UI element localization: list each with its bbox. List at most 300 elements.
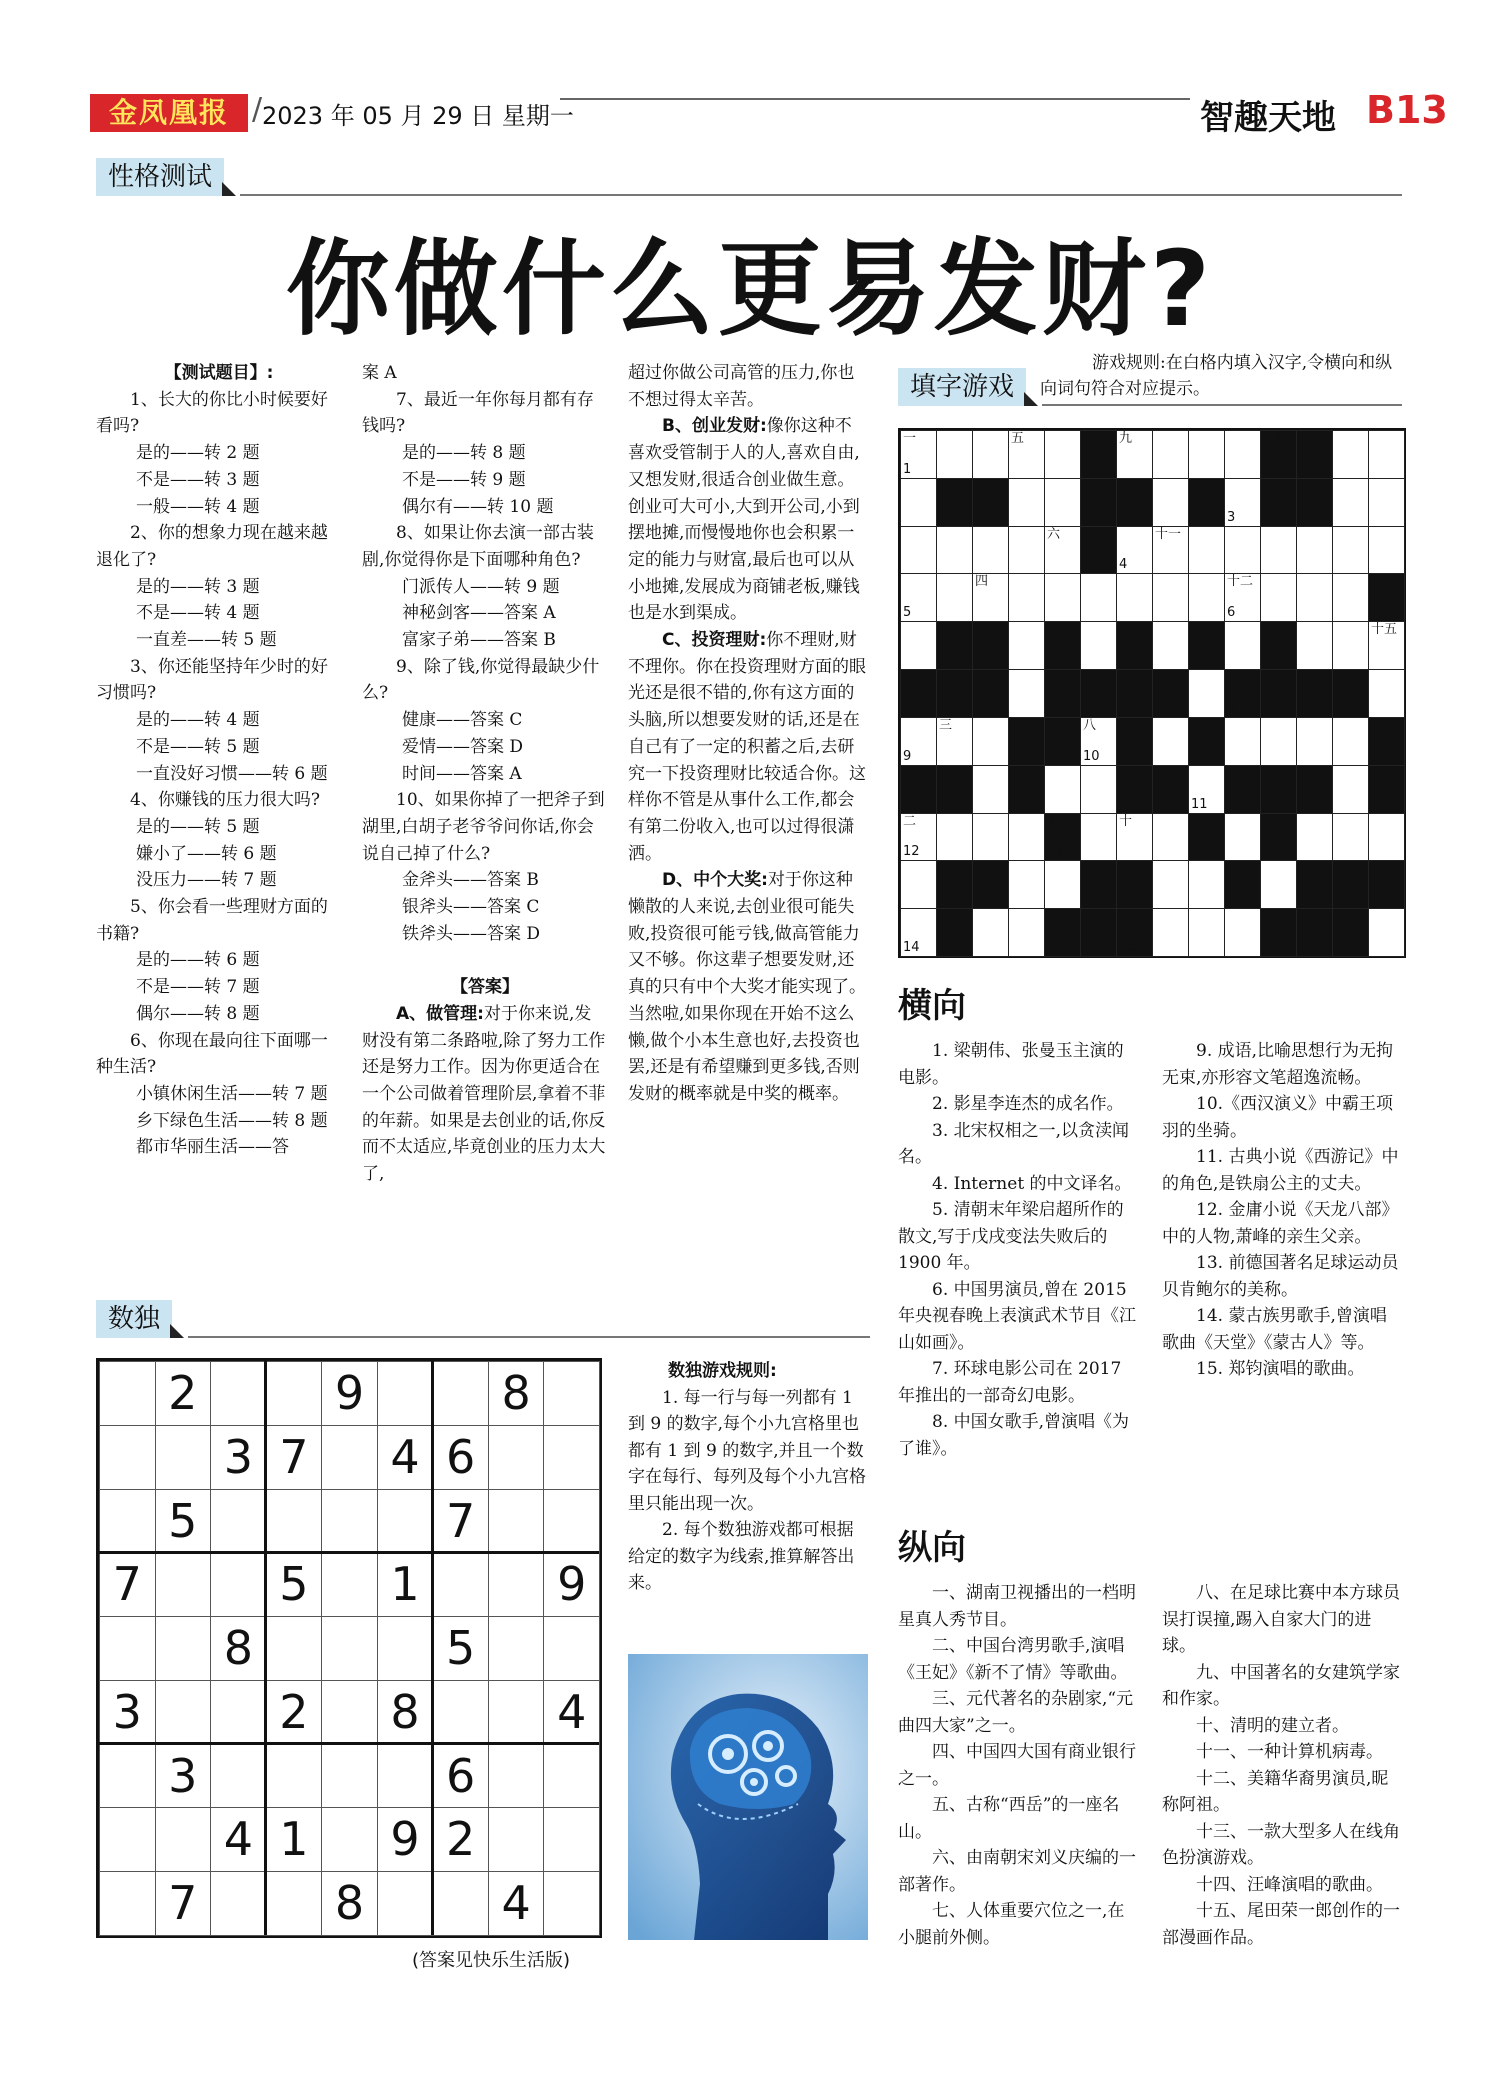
sudoku-cell[interactable]: [321, 1616, 378, 1681]
crossword-black-cell: [1296, 908, 1333, 957]
crossword-white-cell[interactable]: [1224, 621, 1261, 670]
crossword-white-cell[interactable]: [1188, 860, 1225, 909]
crossword-black-cell: [936, 860, 973, 909]
crossword-down-number: 十二: [1227, 574, 1254, 590]
crossword-white-cell[interactable]: [900, 526, 937, 575]
crossword-white-cell[interactable]: [972, 717, 1009, 766]
answers-column-3: [628, 360, 868, 1108]
crossword-white-cell[interactable]: [1008, 573, 1045, 622]
sudoku-cell[interactable]: [155, 1425, 212, 1490]
clue-item: 12. 金庸小说《天龙八部》中的人物,萧峰的亲生父亲。: [1162, 1200, 1399, 1247]
crossword-white-cell[interactable]: [1044, 765, 1081, 814]
crossword-white-cell[interactable]: [972, 573, 1009, 622]
text-line: [628, 413, 868, 627]
clue-item: 十四、汪峰演唱的歌曲。: [1196, 1874, 1383, 1895]
crossword-white-cell[interactable]: [1152, 478, 1189, 527]
sudoku-cell[interactable]: [155, 1807, 212, 1872]
crossword-black-cell: [1080, 526, 1117, 575]
crossword-white-cell[interactable]: [1188, 573, 1225, 622]
crossword-white-cell[interactable]: [1152, 908, 1189, 957]
section-tag-personality: 性格测试: [96, 158, 224, 196]
sudoku-cell[interactable]: [321, 1425, 378, 1490]
sudoku-cell: 1: [377, 1552, 434, 1617]
text-line: 9、除了钱,你觉得最缺少什么?: [362, 656, 600, 704]
sudoku-cell[interactable]: [155, 1680, 212, 1745]
text-line: 健康——答案 C: [402, 710, 523, 731]
sudoku-cell[interactable]: [266, 1361, 323, 1426]
crossword-black-cell: [1116, 621, 1153, 670]
crossword-white-cell[interactable]: [900, 813, 937, 862]
crossword-white-cell[interactable]: [900, 908, 937, 957]
crossword-white-cell[interactable]: [936, 717, 973, 766]
crossword-black-cell: [1368, 860, 1405, 909]
section-tag-crossword: 填字游戏: [898, 368, 1026, 406]
crossword-white-cell[interactable]: [900, 573, 937, 622]
crossword-black-cell: [1080, 430, 1117, 479]
sudoku-cell: 4: [210, 1807, 267, 1872]
text-line: 金斧头——答案 B: [402, 870, 539, 891]
sudoku-cell[interactable]: [210, 1361, 267, 1426]
sudoku-cell[interactable]: [488, 1807, 545, 1872]
crossword-white-cell[interactable]: [1116, 526, 1153, 575]
crossword-white-cell[interactable]: [1152, 430, 1189, 479]
crossword-white-cell[interactable]: [1008, 526, 1045, 575]
text-line: 是的——转 2 题: [136, 443, 260, 464]
sudoku-cell: 3: [210, 1425, 267, 1490]
crossword-across-number: 10: [1083, 748, 1100, 764]
sudoku-cell[interactable]: [99, 1871, 156, 1936]
crossword-black-cell: [1260, 430, 1297, 479]
crossword-white-cell[interactable]: [1224, 430, 1261, 479]
crossword-white-cell[interactable]: [1008, 908, 1045, 957]
sudoku-cell[interactable]: [432, 1361, 489, 1426]
crossword-white-cell[interactable]: [1152, 717, 1189, 766]
sudoku-cell: 7: [266, 1425, 323, 1490]
clue-item: 15. 郑钧演唱的歌曲。: [1196, 1359, 1365, 1379]
text-line: [628, 867, 868, 1107]
crossword-white-cell[interactable]: [1332, 717, 1369, 766]
crossword-black-cell: [1044, 717, 1081, 766]
crossword-black-cell: [1188, 717, 1225, 766]
crossword-white-cell[interactable]: [1260, 860, 1297, 909]
crossword-black-cell: [1152, 669, 1189, 718]
crossword-black-cell: [1044, 669, 1081, 718]
sudoku-cell[interactable]: [210, 1552, 267, 1617]
text-line: 一直差——转 5 题: [136, 630, 277, 651]
sudoku-cell: 3: [155, 1744, 212, 1809]
text-line: 没压力——转 7 题: [136, 870, 277, 891]
sudoku-cell: 5: [155, 1489, 212, 1554]
crossword-rules: 游戏规则:在白格内填入汉字,令横向和纵向词句符合对应提示。: [1040, 353, 1393, 399]
clue-item: 9. 成语,比喻思想行为无拘无束,亦形容文笔超逸流畅。: [1162, 1041, 1394, 1088]
crossword-white-cell[interactable]: [936, 573, 973, 622]
text-line: 是的——转 5 题: [136, 816, 260, 837]
crossword-white-cell[interactable]: [972, 765, 1009, 814]
sudoku-cell: 5: [432, 1616, 489, 1681]
crossword-black-cell: [1116, 765, 1153, 814]
crossword-white-cell[interactable]: [1260, 573, 1297, 622]
clue-item: 5. 清朝末年梁启超所作的散文,写于戊戌变法失败后的 1900 年。: [898, 1200, 1124, 1273]
text-line: 【测试题目】:: [164, 363, 274, 383]
crossword-white-cell[interactable]: [1008, 813, 1045, 862]
crossword-white-cell[interactable]: [1296, 717, 1333, 766]
crossword-white-cell[interactable]: [972, 526, 1009, 575]
sudoku-cell[interactable]: [488, 1489, 545, 1554]
tag-arrow-icon: [170, 1324, 184, 1338]
crossword-black-cell: [1260, 765, 1297, 814]
crossword-white-cell[interactable]: [1188, 669, 1225, 718]
crossword-black-cell: [936, 621, 973, 670]
crossword-white-cell[interactable]: [1332, 765, 1369, 814]
crossword-across-number: 3: [1227, 509, 1236, 525]
text-line: 是的——转 3 题: [136, 576, 260, 597]
sudoku-cell[interactable]: [377, 1871, 434, 1936]
crossword-white-cell[interactable]: [1152, 860, 1189, 909]
sudoku-cell[interactable]: [155, 1552, 212, 1617]
sudoku-cell[interactable]: [321, 1807, 378, 1872]
crossword-white-cell[interactable]: [1116, 813, 1153, 862]
crossword-across-number: 1: [903, 461, 912, 477]
crossword-white-cell[interactable]: [1368, 526, 1405, 575]
clue-item: 十一、一种计算机病毒。: [1196, 1742, 1383, 1762]
answer-lead: A、做管理:: [396, 1003, 484, 1024]
crossword-white-cell[interactable]: [900, 860, 937, 909]
crossword-down-number: 七: [1047, 813, 1061, 829]
crossword-black-cell: [1188, 813, 1225, 862]
crossword-black-cell: [1116, 908, 1153, 957]
text-line: 2、你的想象力现在越来越退化了?: [96, 523, 328, 570]
crossword-down-number: 十一: [1155, 526, 1182, 542]
crossword-white-cell[interactable]: [1116, 573, 1153, 622]
sudoku-cell[interactable]: [321, 1680, 378, 1745]
crossword-white-cell[interactable]: [1260, 526, 1297, 575]
test-questions-column-1: [96, 360, 342, 1161]
sudoku-answer-note: (答案见快乐生活版): [412, 1950, 571, 1971]
crossword-white-cell[interactable]: [1332, 526, 1369, 575]
sudoku-cell[interactable]: [99, 1425, 156, 1490]
tag-arrow-icon: [1024, 392, 1038, 406]
test-questions-column-2: [362, 360, 608, 1188]
sudoku-cell: 2: [155, 1361, 212, 1426]
crossword-white-cell[interactable]: [1152, 573, 1189, 622]
crossword-black-cell: [1044, 813, 1081, 862]
crossword-black-cell: [1152, 765, 1189, 814]
header-page-number: B13: [1366, 88, 1448, 132]
crossword-white-cell[interactable]: [1008, 669, 1045, 718]
sudoku-cell[interactable]: [266, 1489, 323, 1554]
sudoku-box-divider: [99, 1742, 599, 1745]
crossword-black-cell: [972, 478, 1009, 527]
sudoku-cell: 8: [210, 1616, 267, 1681]
sudoku-cell[interactable]: [321, 1552, 378, 1617]
sudoku-cell: 8: [377, 1680, 434, 1745]
crossword-white-cell[interactable]: [1224, 813, 1261, 862]
crossword-white-cell[interactable]: [1296, 573, 1333, 622]
crossword-white-cell[interactable]: [936, 526, 973, 575]
crossword-across-number: 9: [903, 748, 912, 764]
sudoku-cell[interactable]: [488, 1425, 545, 1490]
sudoku-cell[interactable]: [266, 1871, 323, 1936]
answer-body: 对于你这种懒散的人来说,去创业很可能失败,投资很可能亏钱,做高管能力又不够。你这辈子想要发财,还真的只有中个大奖才能实现了。当然啦,如果你现在开始不这么懒,做个小本生意也好,去投资也罢,还是有希望赚到更多钱,否则发财的概率就是中奖的概率。: [628, 870, 866, 1104]
crossword-down-number: 二: [903, 813, 917, 829]
sudoku-cell: 4: [488, 1871, 545, 1936]
answer-lead: B、创业发财:: [662, 416, 767, 437]
crossword-white-cell[interactable]: [1296, 813, 1333, 862]
crossword-across-number: 8: [1227, 700, 1236, 716]
text-line: 【答案】: [451, 977, 519, 998]
sudoku-cell[interactable]: [488, 1680, 545, 1745]
across-clues-column-2: [1162, 1038, 1402, 1383]
crossword-down-number: 十三: [1227, 765, 1254, 781]
clue-item: 3. 北宋权相之一,以贪渎闻名。: [898, 1120, 1130, 1167]
text-line: 一般——转 4 题: [136, 496, 260, 517]
sudoku-cell[interactable]: [210, 1744, 267, 1809]
text-line: 5、你会看一些理财方面的书籍?: [96, 897, 328, 944]
crossword-black-cell: [1188, 478, 1225, 527]
crossword-black-cell: [1296, 430, 1333, 479]
crossword-down-number: 十四: [1263, 431, 1290, 446]
crossword-white-cell[interactable]: [1008, 860, 1045, 909]
text-line: 银斧头——答案 C: [402, 897, 540, 918]
clue-item: 6. 中国男演员,曾在 2015 年央视春晚上表演武术节目《江山如画》。: [898, 1279, 1136, 1353]
crossword-white-cell[interactable]: [972, 430, 1009, 479]
crossword-white-cell[interactable]: [936, 813, 973, 862]
crossword-black-cell: [972, 621, 1009, 670]
sudoku-cell: 4: [543, 1680, 600, 1745]
crossword-white-cell[interactable]: [1008, 478, 1045, 527]
crossword-white-cell[interactable]: [1188, 908, 1225, 957]
text-line: 是的——转 4 题: [136, 710, 260, 731]
crossword-black-cell: [1080, 669, 1117, 718]
sudoku-cell[interactable]: [377, 1361, 434, 1426]
text-line: 富家子弟——答案 B: [402, 630, 556, 651]
sudoku-cell[interactable]: [543, 1489, 600, 1554]
clue-item: 三、元代著名的杂剧家,“元曲四大家”之一。: [898, 1689, 1134, 1736]
crossword-white-cell[interactable]: [1188, 430, 1225, 479]
sudoku-cell[interactable]: [543, 1361, 600, 1426]
text-line: 4、你赚钱的压力很大吗?: [130, 790, 320, 811]
crossword-white-cell[interactable]: [1332, 813, 1369, 862]
across-heading: 横向: [898, 986, 966, 1026]
text-line: 铁斧头——答案 D: [402, 923, 541, 944]
sudoku-cell[interactable]: [488, 1744, 545, 1809]
clue-item: 十三、一款大型多人在线角色扮演游戏。: [1162, 1821, 1400, 1868]
crossword-white-cell[interactable]: [1008, 621, 1045, 670]
crossword-white-cell[interactable]: [1080, 573, 1117, 622]
sudoku-cell[interactable]: [99, 1489, 156, 1554]
crossword-down-number: 五: [1011, 431, 1025, 446]
crossword-down-number: 一: [903, 431, 917, 446]
crossword-white-cell[interactable]: [972, 908, 1009, 957]
sudoku-cell[interactable]: [377, 1744, 434, 1809]
crossword-white-cell[interactable]: [900, 717, 937, 766]
crossword-black-cell: [1044, 908, 1081, 957]
down-clues-column-1: [898, 1580, 1138, 1951]
crossword-white-cell[interactable]: [1332, 573, 1369, 622]
crossword-down-number: 八: [1083, 717, 1097, 733]
brain-gears-illustration: [628, 1654, 868, 1940]
crossword-white-cell[interactable]: [1368, 908, 1405, 957]
crossword-white-cell[interactable]: [1296, 526, 1333, 575]
clue-item: 二、中国台湾男歌手,演唱《王妃》《新不了情》等歌曲。: [898, 1636, 1128, 1683]
across-clues-column-1: [898, 1038, 1138, 1462]
sudoku-cell[interactable]: [266, 1744, 323, 1809]
crossword-white-cell[interactable]: [1332, 478, 1369, 527]
text-line: 乡下绿色生活——转 8 题: [136, 1110, 328, 1131]
crossword-white-cell[interactable]: [1044, 573, 1081, 622]
crossword-black-cell: [1260, 669, 1297, 718]
crossword-white-cell[interactable]: [1368, 430, 1405, 479]
crossword-white-cell[interactable]: [1152, 526, 1189, 575]
crossword-black-cell: [936, 908, 973, 957]
crossword-white-cell[interactable]: [1224, 908, 1261, 957]
sudoku-cell: 8: [488, 1361, 545, 1426]
sudoku-cell[interactable]: [321, 1489, 378, 1554]
crossword-white-cell[interactable]: [900, 621, 937, 670]
crossword-white-cell[interactable]: [1152, 813, 1189, 862]
text-line: 是的——转 6 题: [136, 950, 260, 971]
crossword-black-cell: [1008, 765, 1045, 814]
crossword-white-cell[interactable]: [1044, 860, 1081, 909]
clue-item: 一、湖南卫视播出的一档明星真人秀节目。: [898, 1583, 1136, 1630]
crossword-white-cell[interactable]: [1044, 478, 1081, 527]
crossword-white-cell[interactable]: [1080, 717, 1117, 766]
sudoku-cell: 9: [377, 1807, 434, 1872]
crossword-white-cell[interactable]: [1368, 478, 1405, 527]
crossword-white-cell[interactable]: [1368, 621, 1405, 670]
crossword-white-cell[interactable]: [1080, 765, 1117, 814]
crossword-black-cell: [1080, 478, 1117, 527]
sudoku-cell[interactable]: [99, 1807, 156, 1872]
text-line: [362, 947, 608, 974]
sudoku-cell[interactable]: [99, 1361, 156, 1426]
text-line: 都市华丽生活——答: [136, 1137, 289, 1158]
sudoku-cell[interactable]: [543, 1871, 600, 1936]
sudoku-rule-2: 2. 每个数独游戏都可根据给定的数字为线索,推算解答出来。: [628, 1520, 855, 1593]
crossword-white-cell[interactable]: [1044, 526, 1081, 575]
crossword-white-cell[interactable]: [1368, 669, 1405, 718]
sudoku-cell[interactable]: [432, 1871, 489, 1936]
crossword-white-cell[interactable]: [1080, 621, 1117, 670]
crossword-across-number: 6: [1227, 605, 1236, 621]
clue-item: 10.《西汉演义》中霸王项羽的坐骑。: [1162, 1094, 1394, 1141]
section-tag-sudoku: 数独: [96, 1300, 172, 1338]
text-line: 偶尔有——转 10 题: [402, 496, 554, 517]
text-line: 嫌小了——转 6 题: [136, 843, 277, 864]
sudoku-cell[interactable]: [99, 1744, 156, 1809]
crossword-white-cell[interactable]: [1224, 573, 1261, 622]
sudoku-cell[interactable]: [377, 1489, 434, 1554]
sudoku-cell[interactable]: [210, 1871, 267, 1936]
sudoku-cell[interactable]: [210, 1680, 267, 1745]
down-clues-column-2: [1162, 1580, 1402, 1951]
crossword-white-cell[interactable]: [1224, 717, 1261, 766]
answer-body: 超过你做公司高管的压力,你也不想过得太辛苦。: [628, 363, 855, 410]
crossword-white-cell[interactable]: [1044, 430, 1081, 479]
down-heading: 纵向: [898, 1528, 966, 1568]
crossword-black-cell: [1224, 669, 1261, 718]
crossword-black-cell: [1296, 478, 1333, 527]
sudoku-grid: [96, 1358, 602, 1938]
text-line: 时间——答案 A: [402, 763, 522, 784]
text-line: 7、最近一年你每月都有存钱吗?: [362, 389, 594, 437]
crossword-white-cell[interactable]: [1152, 621, 1189, 670]
crossword-white-cell[interactable]: [1224, 526, 1261, 575]
clue-item: 十二、美籍华裔男演员,昵称阿祖。: [1162, 1768, 1389, 1815]
crossword-white-cell[interactable]: [1332, 430, 1369, 479]
crossword-white-cell[interactable]: [1080, 813, 1117, 862]
clue-item: 13. 前德国著名足球运动员贝肯鲍尔的美称。: [1162, 1253, 1399, 1300]
crossword-white-cell[interactable]: [1296, 621, 1333, 670]
crossword-white-cell[interactable]: [1260, 717, 1297, 766]
crossword-white-cell[interactable]: [1116, 430, 1153, 479]
page-title: 你做什么更易发财?: [285, 228, 1215, 350]
sudoku-cell[interactable]: [432, 1680, 489, 1745]
crossword-across-number: 12: [903, 844, 920, 860]
text-line: 一直没好习惯——转 6 题: [136, 763, 328, 784]
crossword-white-cell[interactable]: [1188, 526, 1225, 575]
clue-item: 1. 梁朝伟、张曼玉主演的电影。: [898, 1041, 1124, 1088]
sudoku-cell[interactable]: [543, 1616, 600, 1681]
clue-item: 六、由南朝宋刘义庆编的一部著作。: [898, 1848, 1136, 1895]
crossword-white-cell[interactable]: [1188, 765, 1225, 814]
crossword-black-cell: [1296, 860, 1333, 909]
header-section-title: 智趣天地: [1200, 98, 1336, 138]
header-date: 2023 年 05 月 29 日 星期一: [262, 102, 574, 130]
sudoku-cell: 9: [321, 1361, 378, 1426]
crossword-white-cell[interactable]: [1008, 430, 1045, 479]
section-rule: [1042, 404, 1402, 406]
crossword-across-number: 14: [903, 939, 920, 955]
crossword-white-cell[interactable]: [900, 478, 937, 527]
crossword-white-cell[interactable]: [1224, 478, 1261, 527]
brain-gears-icon: [628, 1654, 868, 1940]
text-line: 6、你现在最向往下面哪一种生活?: [96, 1030, 328, 1078]
sudoku-cell[interactable]: [266, 1616, 323, 1681]
crossword-white-cell[interactable]: [936, 430, 973, 479]
sudoku-cell: 7: [432, 1489, 489, 1554]
crossword-white-cell[interactable]: [1368, 813, 1405, 862]
crossword-down-number: 十五: [1371, 622, 1398, 638]
sudoku-cell[interactable]: [543, 1807, 600, 1872]
sudoku-cell[interactable]: [543, 1425, 600, 1490]
answer-lead: C、投资理财:: [662, 630, 767, 651]
sudoku-cell[interactable]: [543, 1744, 600, 1809]
clue-item: 11. 古典小说《西游记》中的角色,是铁扇公主的丈夫。: [1162, 1147, 1399, 1194]
answer-body: 像你这种不喜欢受管制于人的人,喜欢自由,又想发财,很适合创业做生意。创业可大可小,大到开公司,小到摆地摊,而慢慢地你也会积累一定的能力与财富,最后也可以从小地摊,发展成为商铺老板,赚钱也是水到渠成。: [628, 416, 860, 624]
sudoku-cell[interactable]: [377, 1616, 434, 1681]
sudoku-cell[interactable]: [210, 1489, 267, 1554]
sudoku-cell[interactable]: [488, 1616, 545, 1681]
answer-body: 你不理财,财不理你。你在投资理财方面的眼光还是很不错的,你有这方面的头脑,所以想要发财的话,还是在自己有了一定的积蓄之后,去研究一下投资理财比较适合你。这样你不管是从事什么工作,都会有第二份收入,也可以过得很潇洒。: [628, 630, 866, 864]
clue-item: 十、清明的建立者。: [1196, 1715, 1349, 1736]
sudoku-cell[interactable]: [155, 1616, 212, 1681]
sudoku-cell: 2: [266, 1680, 323, 1745]
sudoku-cell[interactable]: [488, 1552, 545, 1617]
crossword-white-cell[interactable]: [900, 430, 937, 479]
sudoku-cell[interactable]: [99, 1616, 156, 1681]
sudoku-cell[interactable]: [321, 1744, 378, 1809]
crossword-down-number: 四: [975, 574, 989, 590]
header-slash-divider: /: [252, 92, 263, 127]
crossword-black-cell: [900, 765, 937, 814]
crossword-across-number: 11: [1191, 796, 1208, 812]
crossword-white-cell[interactable]: [972, 813, 1009, 862]
text-line: [362, 1001, 608, 1188]
crossword-black-cell: [1008, 717, 1045, 766]
sudoku-cell[interactable]: [432, 1552, 489, 1617]
crossword-white-cell[interactable]: [1332, 621, 1369, 670]
